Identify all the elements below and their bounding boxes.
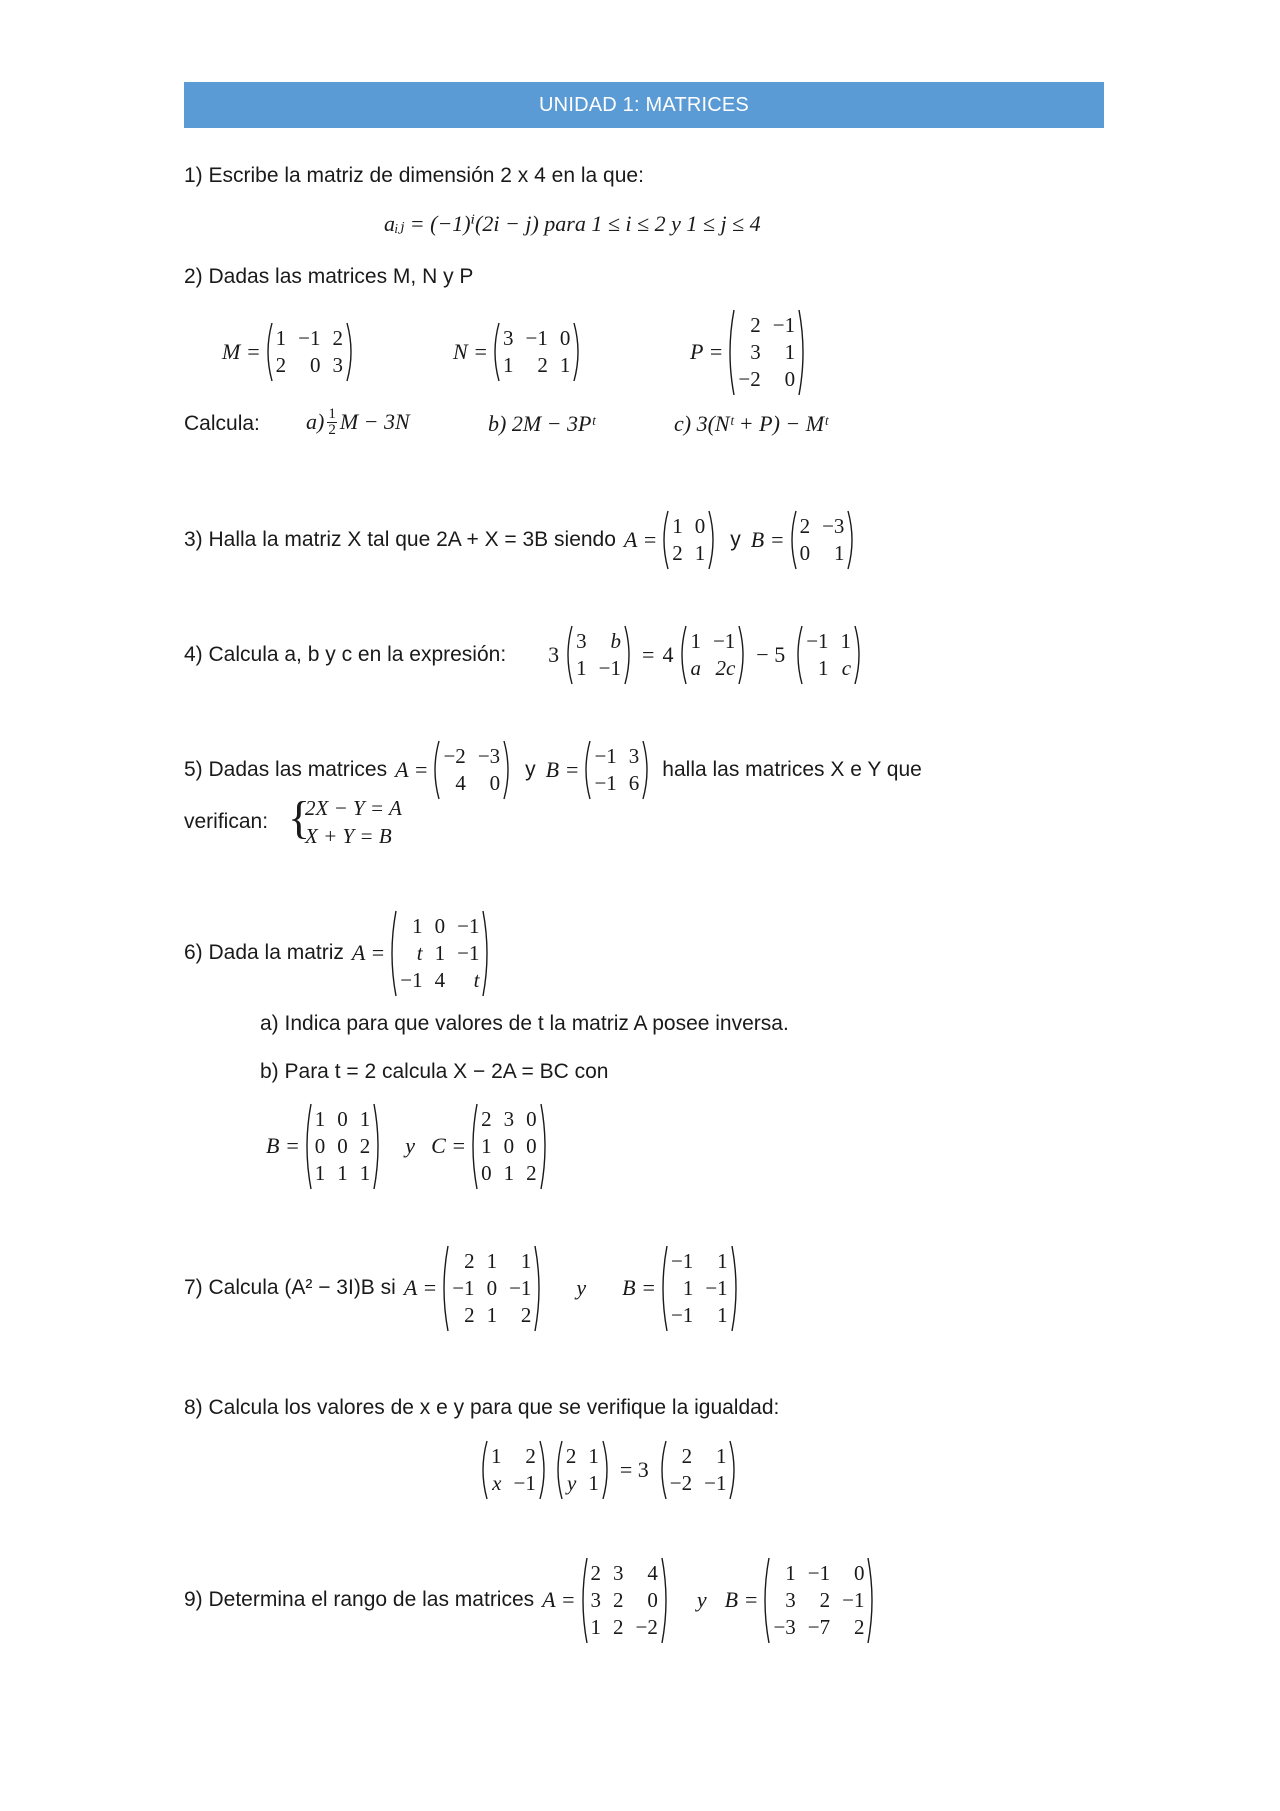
left-parenthesis-icon [581,740,591,800]
problem-2a [306,404,410,440]
matrix-cell: 1 [434,940,446,965]
right-parenthesis-icon [642,740,652,800]
matrix-cell: 1 [717,1302,728,1327]
problem-3-matrix-A [659,510,718,570]
matrix-cell: 1 [588,1444,599,1468]
matrix-cell: a [690,656,701,680]
left-parenthesis-icon [787,510,797,570]
problem-2b: b) 2M − 3Pᵗ [488,411,596,436]
matrix-cell: c [841,656,852,680]
right-parenthesis-icon [503,740,513,800]
problem-8-equals-3: = 3 [619,1457,649,1482]
problem-3-matrix-B [787,510,858,570]
problem-5-tail: halla las matrices X e Y que [662,758,922,781]
problem-1-statement: 1) Escribe la matriz de dimensión 2 x 4 en la que: [184,164,644,187]
matrix-cell: 3 [332,353,344,377]
problem-1-formula: aᵢⱼ = (−1)ⁱ(2i − j) para 1 ≤ i ≤ 2 y 1 ≤ j ≤ 4 [384,211,761,236]
matrix-cell: 0 [310,353,321,377]
matrix-cell: 1 [520,1248,532,1273]
matrix-cell: 4 [455,771,466,795]
matrix-cell: 2 [590,1560,602,1585]
matrix-cell: 0 [337,1133,348,1158]
matrix-cell: y [567,1471,577,1495]
problem-9-matrix-A-cells [588,1557,661,1644]
matrix-cell: 1 [491,1444,502,1468]
left-parenthesis-icon [490,322,500,382]
matrix-cell: b [610,629,622,653]
problem-5-statement: 5) Dadas las matrices [184,758,388,781]
problem-6-BC [266,1100,552,1192]
matrix-cell: 0 [799,541,811,565]
matrix-cell: 2 [819,1587,831,1612]
left-parenthesis-icon [657,1440,667,1500]
matrix-cell: 0 [434,913,446,938]
left-parenthesis-icon [430,740,440,800]
problem-4-matrix-2-cells [687,625,738,685]
left-parenthesis-icon [387,910,397,997]
problem-5-equation-2: X + Y = B [305,824,392,848]
matrix-N-label: N = [453,339,489,364]
calcula-label: Calcula: [184,412,260,435]
matrix-cell: 4 [647,1560,658,1585]
problem-9-A-label: A = [542,1587,576,1612]
matrix-cell: −1 [807,1560,831,1585]
matrix-cell: 4 [434,967,446,992]
matrix-cell: 3 [628,744,640,768]
left-parenthesis-icon [553,1440,563,1500]
matrix-cell: −1 [525,326,548,350]
matrix-cell: 2 [853,1614,865,1639]
matrix-cell: 1 [717,1248,728,1273]
problem-4-statement: 4) Calcula a, b y c en la expresión: [184,643,507,666]
matrix-cell: 1 [576,656,587,680]
right-parenthesis-icon [534,1245,544,1332]
problem-4-matrix-3 [793,625,864,685]
matrix-cell: 1 [672,514,683,538]
problem-7-matrix-B [658,1245,741,1332]
problem-4-matrix-1-cells [573,625,624,685]
matrix-cell: 1 [486,1302,498,1327]
matrix-cell: 2 [525,1444,536,1468]
problem-4-matrix-1 [563,625,634,685]
matrix-cell: 3 [503,1106,515,1131]
matrix-cell: 2 [613,1614,624,1639]
right-parenthesis-icon [847,510,857,570]
matrix-cell: 1 [690,629,701,653]
matrix-N-cells [500,322,573,382]
matrix-P-block [690,306,810,398]
problem-4-coef-4: 4 [662,642,674,667]
fraction-numerator: 1 [328,405,336,422]
problem-3-A-label: A = [623,527,658,552]
matrix-cell: 1 [694,541,706,565]
matrix-cell: 0 [853,1560,865,1585]
matrix-cell: 2 [332,326,344,350]
problem-7-and: y [576,1275,587,1300]
problem-3 [184,512,859,568]
matrix-cell: −1 [594,744,617,768]
matrix-cell: 0 [481,1160,492,1185]
right-parenthesis-icon [867,1557,877,1644]
problem-8-matrix-2-cells [563,1440,602,1500]
right-parenthesis-icon [708,510,718,570]
matrix-cell: −1 [806,629,829,653]
problem-9-and: y [696,1587,707,1612]
matrix-cell: 3 [503,326,514,350]
matrix-cell: 1 [559,353,571,377]
matrix-P-cells [735,309,798,396]
matrix-cell: 0 [784,366,796,391]
matrix-cell: −2 [669,1471,693,1495]
matrix-cell: 1 [337,1160,348,1185]
left-parenthesis-icon [478,1440,488,1500]
matrix-cell: −1 [772,312,796,337]
matrix-cell: −1 [712,629,736,653]
left-parenthesis-icon [658,1245,668,1332]
right-parenthesis-icon [729,1440,739,1500]
right-parenthesis-icon [854,625,864,685]
right-parenthesis-icon [731,1245,741,1332]
problem-6-matrix-B-cells [312,1103,374,1190]
problem-7-matrix-A [439,1245,544,1332]
matrix-N-block [453,316,585,388]
matrix-cell: −2 [738,366,761,391]
matrix-cell: 0 [486,1275,498,1300]
problem-8-matrix-1-cells [488,1440,539,1500]
problem-8-statement: 8) Calcula los valores de x e y para que se verifique la igualdad: [184,1396,780,1419]
problem-6b: b) Para t = 2 calcula X − 2A = BC con [260,1060,609,1083]
matrix-cell: −1 [452,1275,475,1300]
problem-6-statement: 6) Dada la matriz [184,941,344,964]
left-parenthesis-icon [439,1245,449,1332]
matrix-cell: −1 [705,1275,728,1300]
matrix-cell: 2 [750,312,761,337]
problem-5-matrix-A-cells [440,740,503,800]
matrix-cell: 3 [590,1587,602,1612]
problem-9-B-label: B = [724,1587,759,1612]
matrix-cell: −1 [298,326,321,350]
matrix-cell: 3 [613,1560,624,1585]
problem-3-statement: 3) Halla la matriz X tal que 2A + X = 3B siendo [184,528,616,551]
matrix-cell: 1 [818,656,829,680]
problem-3-matrix-B-cells [797,510,848,570]
problem-8-matrix-2 [553,1440,612,1500]
matrix-P [725,309,808,396]
right-parenthesis-icon [661,1557,671,1644]
problem-7 [184,1242,743,1334]
matrix-cell: 1 [359,1160,371,1185]
matrix-cell: −1 [598,656,622,680]
matrix-cell: 1 [682,1275,694,1300]
left-parenthesis-icon [468,1103,478,1190]
matrix-cell: 2 [526,1160,537,1185]
right-parenthesis-icon [482,910,492,997]
matrix-M [263,322,356,382]
brace-icon: { [288,792,311,843]
problem-4-matrix-3-cells [803,625,854,685]
problem-7-matrix-A-cells [449,1245,534,1332]
problem-6-C-label: C = [431,1133,467,1158]
right-parenthesis-icon [624,625,634,685]
matrix-cell: 2 [799,514,811,538]
matrix-cell: 2 [520,1302,532,1327]
matrix-cell: 1 [715,1444,727,1468]
matrix-cell: 2 [565,1444,577,1468]
problem-7-A-label: A = [403,1275,438,1300]
problem-9-matrix-B-cells [770,1557,867,1644]
right-parenthesis-icon [573,322,583,382]
fraction-denominator: 2 [328,421,336,438]
problem-3-B-label: B = [750,527,785,552]
problem-4-matrix-2 [677,625,748,685]
right-parenthesis-icon [346,322,356,382]
matrix-cell: 2 [275,353,287,377]
matrix-cell: −1 [594,771,617,795]
matrix-N [490,322,583,382]
matrix-cell: t [473,967,480,992]
matrix-cell: −1 [457,913,480,938]
problem-5-A-label: A = [395,757,429,782]
problem-7-matrix-B-cells [668,1245,731,1332]
problem-9-matrix-A [578,1557,671,1644]
matrix-cell: 1 [785,1560,796,1585]
left-parenthesis-icon [659,510,669,570]
left-parenthesis-icon [677,625,687,685]
matrix-cell: −1 [704,1471,727,1495]
left-parenthesis-icon [578,1557,588,1644]
fraction-one-half [327,407,337,438]
matrix-cell: −1 [670,1248,694,1273]
matrix-cell: −1 [513,1471,536,1495]
problem-2c: c) 3(Nᵗ + P) − Mᵗ [674,411,828,436]
matrix-cell: 1 [590,1614,602,1639]
problem-9-matrix-B [760,1557,877,1644]
matrix-M-label: M = [222,339,261,364]
matrix-cell: −7 [807,1614,831,1639]
matrix-cell: −2 [635,1614,658,1639]
matrix-cell: 6 [628,771,640,795]
problem-5-and: y [525,758,536,781]
problem-8-equation [476,1442,741,1498]
problem-6-matrix-A [387,910,492,997]
matrix-cell: 0 [559,326,571,350]
problem-6-matrix-C [468,1103,550,1190]
problem-4-coef-3: 3 [548,642,560,667]
problem-8-matrix-3-cells [667,1440,730,1500]
matrix-cell: 1 [412,913,423,938]
problem-9 [184,1554,879,1646]
matrix-M-cells [273,322,346,382]
matrix-cell: 3 [576,629,587,653]
problem-5-equation-1: 2X − Y = A [305,796,402,820]
matrix-cell: 0 [337,1106,348,1131]
problem-2-statement: 2) Dadas las matrices M, N y P [184,265,474,288]
problem-2a-label: a) [306,409,325,434]
matrix-cell: 0 [489,771,501,795]
problem-3-matrix-A-cells [669,510,708,570]
matrix-cell: −3 [773,1614,796,1639]
matrix-cell: 1 [503,353,514,377]
matrix-cell: 2 [537,353,548,377]
matrix-cell: 2 [464,1248,475,1273]
matrix-cell: −1 [400,967,423,992]
left-parenthesis-icon [760,1557,770,1644]
matrix-cell: −3 [822,514,845,538]
matrix-cell: 2 [613,1587,624,1612]
matrix-cell: −1 [842,1587,865,1612]
matrix-cell: x [492,1471,502,1495]
problem-5-verifican: verifican: [184,810,269,833]
left-parenthesis-icon [302,1103,312,1190]
matrix-cell: −2 [443,744,466,768]
problem-5-matrix-B-cells [591,740,642,800]
matrix-cell: 1 [503,1160,515,1185]
matrix-cell: t [416,940,423,965]
problem-3-and: y [730,528,741,551]
right-parenthesis-icon [540,1103,550,1190]
problem-4 [184,627,866,683]
right-parenthesis-icon [738,625,748,685]
right-parenthesis-icon [539,1440,549,1500]
unit-title-banner: UNIDAD 1: MATRICES [184,82,1104,128]
problem-5-matrix-B [581,740,652,800]
matrix-cell: 2 [359,1133,371,1158]
problem-5-matrix-A [430,740,513,800]
problem-8-matrix-3 [657,1440,740,1500]
matrix-cell: 2c [715,656,736,680]
matrix-cell: 3 [750,339,761,364]
matrix-cell: 1 [275,326,287,350]
problem-5-B-label: B = [545,757,580,782]
matrix-cell: 0 [314,1133,326,1158]
problem-6 [184,907,494,999]
matrix-cell: 0 [526,1133,537,1158]
matrix-cell: 1 [314,1160,326,1185]
matrix-cell: 1 [588,1471,599,1495]
matrix-cell: 0 [694,514,706,538]
right-parenthesis-icon [602,1440,612,1500]
left-parenthesis-icon [563,625,573,685]
problem-9-statement: 9) Determina el rango de las matrices [184,1588,535,1611]
matrix-cell: 0 [647,1587,658,1612]
left-parenthesis-icon [725,309,735,396]
matrix-cell: 2 [481,1106,492,1131]
problem-4-equals: = [642,642,655,667]
problem-6-matrix-A-cells [397,910,482,997]
problem-7-statement: 7) Calcula (A² − 3I)B si [184,1276,396,1299]
problem-6a: a) Indica para que valores de t la matriz A posee inversa. [260,1012,789,1035]
matrix-cell: 1 [784,339,796,364]
matrix-cell: 3 [785,1587,796,1612]
problem-6-and: y [405,1133,416,1158]
matrix-cell: 1 [314,1106,326,1131]
matrix-cell: 0 [503,1133,515,1158]
left-parenthesis-icon [263,322,273,382]
matrix-M-block [222,316,358,388]
right-parenthesis-icon [373,1103,383,1190]
matrix-cell: 2 [681,1444,693,1468]
problem-2a-expression: M − 3N [339,409,410,434]
problem-6-matrix-C-cells [478,1103,540,1190]
problem-6-B-label: B = [266,1133,300,1158]
matrix-cell: 0 [526,1106,537,1131]
problem-8-matrix-1 [478,1440,549,1500]
left-parenthesis-icon [793,625,803,685]
right-parenthesis-icon [798,309,808,396]
matrix-cell: −1 [509,1275,532,1300]
matrix-cell: 1 [359,1106,371,1131]
problem-6-matrix-B [302,1103,384,1190]
matrix-cell: −3 [477,744,501,768]
matrix-P-label: P = [690,339,724,364]
matrix-cell: 1 [481,1133,492,1158]
problem-4-minus-5: − 5 [756,642,786,667]
problem-7-B-label: B = [622,1275,656,1300]
matrix-cell: 1 [840,629,852,653]
matrix-cell: 2 [464,1302,475,1327]
matrix-cell: −1 [670,1302,694,1327]
matrix-cell: 1 [833,541,845,565]
matrix-cell: 2 [672,541,683,565]
matrix-cell: −1 [457,940,480,965]
matrix-cell: 1 [486,1248,498,1273]
problem-6-A-label: A = [351,940,386,965]
